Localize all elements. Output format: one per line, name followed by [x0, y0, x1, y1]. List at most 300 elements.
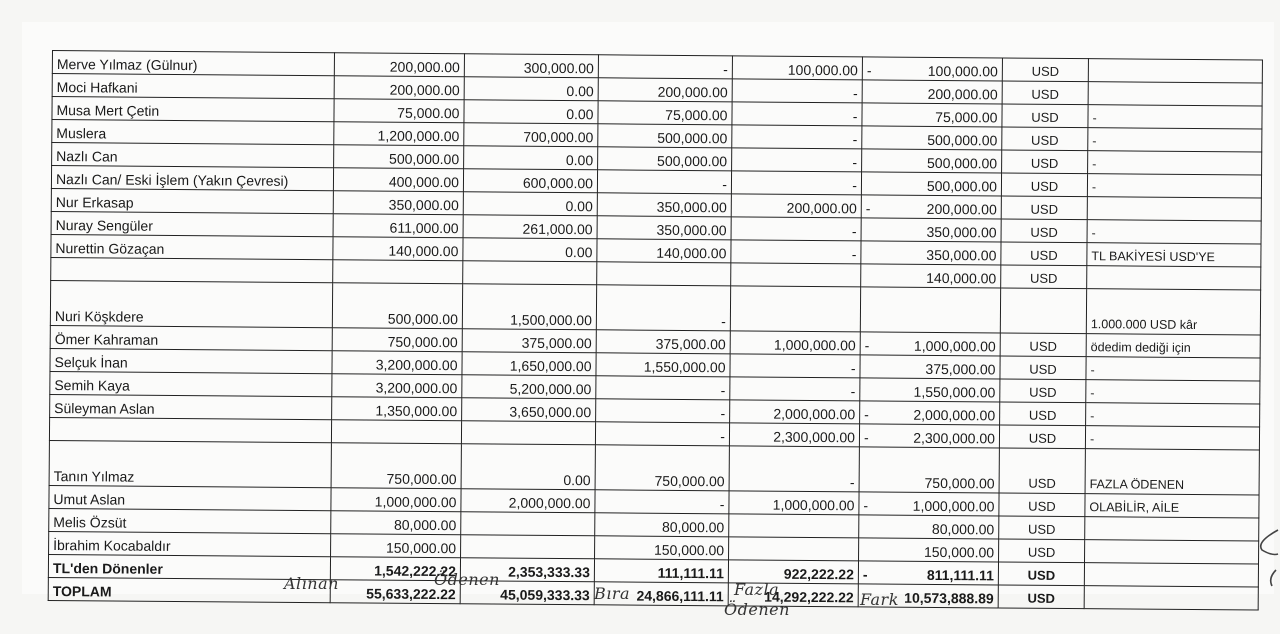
fark-cell-text: 100,000.00: [927, 62, 998, 80]
name-cell: [50, 348, 332, 373]
name-cell-text: Umut Aslan: [53, 491, 126, 508]
odenen-cell: [461, 444, 595, 490]
fazla-cell: [732, 148, 862, 172]
note-cell: [1087, 220, 1261, 244]
dash-marker: -: [862, 566, 868, 583]
odenen-cell: [461, 535, 595, 559]
alinan-cell-text: 1,542,222.22: [374, 562, 456, 580]
note-cell-text: -: [1090, 386, 1095, 401]
note-cell-text: -: [1092, 157, 1097, 172]
fazla-cell: [730, 377, 860, 401]
currency-cell-text: USD: [1028, 430, 1057, 446]
fazla-cell: [731, 194, 861, 218]
fark-cell: [862, 80, 1002, 104]
odenen-cell: [462, 375, 596, 399]
handwritten-label-odenen: Ödenen: [434, 570, 500, 589]
fark-cell-text: 811,111.11: [926, 566, 994, 584]
odenen-cell-text: 0.00: [565, 152, 594, 169]
note-cell-text: -: [1090, 363, 1095, 378]
currency-cell: [999, 448, 1085, 494]
note-cell: [1085, 517, 1259, 541]
odenen-cell-text: 0.00: [566, 106, 594, 123]
currency-cell-text: USD: [1030, 247, 1058, 263]
currency-cell-text: USD: [1029, 270, 1058, 286]
fark-cell: [859, 515, 999, 539]
bira-cell: [598, 147, 732, 171]
bira-cell-text: 500,000.00: [657, 129, 728, 147]
odenen-cell-text: 3,650,000.00: [509, 403, 592, 421]
currency-cell-text: USD: [1027, 590, 1056, 606]
fazla-cell: [732, 56, 862, 80]
name-cell-text: Nazlı Can/ Eski İşlem (Yakın Çevresi): [55, 171, 289, 189]
name-cell: [51, 257, 333, 282]
fark-cell: [859, 447, 999, 493]
fark-cell-text: 1,000,000.00: [913, 337, 996, 355]
note-cell: [1085, 494, 1259, 518]
currency-cell-text: USD: [1027, 567, 1056, 583]
fazla-cell-text: 922,222.22: [783, 565, 854, 583]
note-cell-text: 1.000.000 USD kâr: [1090, 317, 1198, 333]
fark-cell: [859, 492, 999, 516]
note-cell: [1084, 563, 1258, 587]
alinan-cell-text: 140,000.00: [388, 242, 459, 260]
odenen-cell-text: 45,059,333.33: [500, 586, 590, 604]
fazla-cell-text: 1,000,000.00: [772, 496, 855, 514]
currency-cell: [1002, 104, 1088, 128]
name-cell-text: Melis Özsüt: [53, 514, 127, 531]
odenen-cell-text: 375,000.00: [521, 334, 592, 352]
bira-cell: [598, 78, 732, 102]
note-cell-text: -: [1092, 134, 1097, 149]
odenen-cell: [462, 284, 596, 330]
fazla-cell: [731, 217, 861, 241]
bira-cell-text: 200,000.00: [657, 83, 728, 101]
bira-cell-text: -: [721, 313, 726, 330]
bira-cell: [596, 376, 730, 400]
handwritten-label-fark: Fark: [860, 590, 899, 609]
bira-cell-text: 350,000.00: [656, 221, 727, 239]
fazla-cell-text: -: [849, 474, 855, 491]
name-cell-text: TL'den Dönenler: [52, 560, 163, 577]
bira-cell-text: 375,000.00: [655, 335, 726, 353]
alinan-cell-text: 3,200,000.00: [375, 379, 458, 397]
name-cell: [50, 371, 332, 396]
alinan-cell-text: 75,000.00: [397, 104, 460, 122]
bira-cell-text: 1,550,000.00: [643, 358, 726, 376]
name-cell-text: Nazlı Can: [56, 148, 118, 165]
bira-cell-text: 75,000.00: [665, 106, 728, 124]
currency-cell-text: USD: [1030, 178, 1059, 194]
fazla-cell: [732, 102, 862, 126]
bira-cell: [596, 330, 730, 354]
name-cell-text: Ömer Kahraman: [54, 331, 159, 348]
alinan-cell: [332, 397, 462, 421]
currency-cell: [998, 585, 1084, 609]
bira-cell: [595, 513, 729, 537]
currency-cell: [1001, 173, 1087, 197]
fazla-cell-text: -: [851, 246, 857, 263]
odenen-cell: [462, 352, 596, 376]
currency-cell-text: USD: [1030, 201, 1059, 217]
name-cell-text: Tanın Yılmaz: [53, 468, 135, 485]
fazla-cell: [730, 400, 860, 424]
note-cell-text: -: [1091, 226, 1096, 241]
fark-cell: [859, 424, 999, 448]
currency-cell-text: USD: [1031, 109, 1059, 125]
name-cell-text: Selçuk İnan: [54, 354, 128, 371]
fark-cell-text: 2,000,000.00: [913, 406, 996, 424]
alinan-cell: [334, 145, 464, 169]
alinan-cell: [333, 237, 463, 261]
fazla-cell: [730, 331, 860, 355]
currency-cell: [1001, 265, 1087, 289]
fark-cell: [861, 195, 1001, 219]
currency-cell-text: USD: [1031, 132, 1059, 148]
name-cell: [52, 97, 334, 122]
bira-cell: [595, 422, 729, 446]
currency-cell: [1000, 402, 1086, 426]
name-cell: [52, 74, 334, 99]
bira-cell: [596, 399, 730, 423]
dash-marker: -: [864, 406, 869, 423]
fazla-cell-text: -: [852, 131, 858, 148]
bira-cell: [597, 262, 731, 286]
currency-cell: [1002, 150, 1088, 174]
bira-cell-text: 150,000.00: [653, 541, 725, 559]
odenen-cell-text: 0.00: [563, 472, 591, 489]
currency-cell: [1000, 333, 1086, 357]
name-cell-text: Muslera: [56, 125, 107, 142]
fark-cell-text: 500,000.00: [927, 131, 998, 149]
fazla-cell: [729, 537, 859, 561]
currency-cell: [1002, 127, 1088, 151]
name-cell-text: TOPLAM: [52, 583, 112, 600]
currency-cell-text: USD: [1030, 155, 1059, 171]
alinan-cell: [333, 214, 463, 238]
fark-cell: [862, 149, 1002, 173]
fark-cell: [861, 264, 1001, 288]
note-cell: [1088, 128, 1262, 152]
fazla-cell: [729, 423, 859, 447]
dash-marker: -: [864, 337, 870, 354]
fazla-cell-text: -: [850, 383, 856, 400]
alinan-cell: [331, 534, 461, 558]
fark-cell: [859, 538, 999, 562]
name-cell-text: Süleyman Aslan: [54, 400, 155, 417]
currency-cell: [999, 425, 1085, 449]
odenen-cell-text: 300,000.00: [523, 59, 594, 77]
handwritten-label-bira: Bıra: [594, 584, 631, 603]
fazla-cell: [729, 491, 859, 515]
bira-cell-text: -: [720, 382, 726, 399]
alinan-cell-text: 350,000.00: [388, 196, 459, 214]
handwritten-label-alinan: Alınan: [284, 574, 339, 593]
currency-cell: [1002, 81, 1088, 105]
note-cell: [1086, 357, 1260, 381]
alinan-cell-text: 1,350,000.00: [375, 402, 458, 420]
alinan-cell-text: 500,000.00: [387, 310, 458, 328]
bira-cell: [595, 536, 729, 560]
fark-cell-text: 150,000.00: [923, 543, 995, 561]
fazla-cell-text: -: [851, 223, 857, 240]
currency-cell: [999, 493, 1085, 517]
fazla-cell-text: 200,000.00: [786, 199, 857, 217]
bira-cell: [597, 216, 731, 240]
odenen-cell-text: 1,500,000.00: [510, 311, 592, 329]
fark-cell-text: 200,000.00: [927, 85, 998, 103]
fazla-cell-text: 100,000.00: [787, 61, 858, 79]
odenen-cell-text: 0.00: [565, 244, 593, 261]
odenen-cell-text: 2,000,000.00: [508, 494, 591, 512]
fazla-cell: [732, 79, 862, 103]
name-cell: [51, 211, 333, 236]
bira-cell: [597, 170, 731, 194]
note-cell: [1085, 426, 1259, 450]
ledger-body: [48, 51, 1262, 610]
odenen-cell: [461, 489, 595, 513]
odenen-cell: [463, 215, 597, 239]
currency-cell-text: USD: [1031, 63, 1060, 79]
fazla-cell-text: -: [852, 154, 858, 171]
fazla-cell-text: 1,000,000.00: [773, 336, 856, 354]
odenen-cell-text: 5,200,000.00: [509, 380, 592, 398]
alinan-cell-text: 150,000.00: [385, 539, 457, 557]
dash-marker: -: [866, 62, 872, 79]
odenen-cell-text: 261,000.00: [522, 220, 593, 238]
odenen-cell: [464, 123, 598, 147]
currency-cell: [1000, 288, 1086, 334]
currency-cell-text: USD: [1027, 521, 1056, 537]
note-cell: [1085, 449, 1259, 495]
fazla-cell-text: -: [852, 85, 858, 102]
odenen-cell: [464, 146, 598, 170]
note-cell-text: TL BAKİYESİ USD'YE: [1091, 249, 1215, 265]
name-cell: [50, 280, 332, 327]
handwritten-label-fazla: Fazla: [734, 580, 780, 599]
fazla-cell-text: 14,292,222.22: [764, 588, 854, 606]
bira-cell: [595, 490, 729, 514]
alinan-cell-text: 200,000.00: [389, 81, 460, 99]
fark-cell: [860, 287, 1000, 333]
name-cell: [50, 394, 332, 419]
odenen-cell: [463, 192, 597, 216]
alinan-cell: [331, 488, 461, 512]
name-cell-text: Nuri Köşkdere: [54, 308, 144, 325]
name-cell-text: Moci Hafkani: [56, 79, 138, 96]
fark-cell: [861, 218, 1001, 242]
currency-cell-text: USD: [1030, 224, 1058, 240]
fazla-cell-text: -: [850, 360, 856, 377]
currency-cell: [1000, 379, 1086, 403]
bira-cell: [596, 285, 730, 331]
note-cell-text: -: [1090, 409, 1095, 424]
alinan-cell: [333, 260, 463, 284]
fazla-cell: [729, 514, 859, 538]
fazla-cell: [729, 446, 859, 492]
alinan-cell-text: 200,000.00: [389, 58, 460, 76]
name-cell: [51, 166, 333, 191]
bira-cell-text: 111,111.11: [657, 564, 724, 582]
fark-cell: [862, 103, 1002, 127]
odenen-cell-text: 1,650,000.00: [509, 357, 592, 375]
dash-marker: -: [863, 497, 869, 514]
alinan-cell: [332, 374, 462, 398]
note-cell-text: -: [1089, 432, 1095, 447]
bira-cell-text: -: [722, 176, 728, 193]
name-cell-text: Nur Erkasap: [55, 194, 134, 211]
currency-cell-text: USD: [1029, 384, 1057, 400]
alinan-cell-text: 55,633,222.22: [366, 585, 456, 603]
name-cell: [51, 188, 333, 213]
fark-cell-text: 500,000.00: [926, 154, 998, 172]
bira-cell-text: 500,000.00: [657, 152, 728, 170]
fark-cell-text: 200,000.00: [926, 200, 997, 218]
fark-cell: [860, 332, 1000, 356]
bira-cell-text: 350,000.00: [656, 198, 727, 216]
fark-cell-text: 140,000.00: [926, 269, 997, 287]
fazla-cell-text: 2,300,000.00: [773, 428, 856, 446]
bira-cell: [595, 445, 729, 491]
currency-cell: [1001, 196, 1087, 220]
fark-cell: [862, 57, 1002, 81]
fark-cell: [860, 401, 1000, 425]
bira-cell: [594, 559, 728, 583]
bira-cell: [597, 193, 731, 217]
odenen-cell-text: 0.00: [565, 198, 593, 215]
alinan-cell-text: 500,000.00: [389, 150, 460, 168]
fazla-cell: [732, 125, 862, 149]
bira-cell: [596, 353, 730, 377]
fark-cell: [860, 355, 1000, 379]
dash-marker: -: [865, 200, 871, 217]
bira-cell-text: -: [723, 61, 728, 78]
currency-cell-text: USD: [1027, 544, 1056, 560]
odenen-cell: [462, 329, 596, 353]
alinan-cell-text: 1,200,000.00: [377, 127, 460, 145]
note-cell: [1087, 243, 1261, 267]
note-cell: [1087, 174, 1261, 198]
alinan-cell: [334, 122, 464, 146]
alinan-cell: [331, 511, 461, 535]
alinan-cell: [332, 283, 462, 329]
note-cell: [1085, 540, 1259, 564]
odenen-cell-text: 2,353,333.33: [508, 563, 590, 581]
name-cell: [49, 485, 331, 510]
fark-cell-text: 75,000.00: [935, 108, 998, 126]
currency-cell: [1001, 242, 1087, 266]
fazla-cell: [730, 286, 860, 332]
name-cell-text: Musa Mert Çetin: [56, 102, 160, 119]
bira-cell: [598, 101, 732, 125]
name-cell: [52, 51, 334, 76]
ledger-table: [48, 50, 1263, 610]
fark-cell-text: 500,000.00: [926, 177, 998, 195]
alinan-cell-text: 3,200,000.00: [375, 356, 458, 374]
fark-cell: [861, 172, 1001, 196]
fazla-cell-text: 2,000,000.00: [773, 405, 856, 423]
fark-cell-text: 80,000.00: [931, 520, 995, 538]
note-cell-text: OLABİLİR, AİLE: [1089, 500, 1180, 515]
currency-cell: [1000, 356, 1086, 380]
bira-cell: [598, 124, 732, 148]
fark-cell: [862, 126, 1002, 150]
name-cell: [49, 440, 331, 487]
bira-cell-text: 750,000.00: [654, 472, 725, 490]
note-cell: [1086, 334, 1260, 358]
note-cell-text: FAZLA ÖDENEN: [1089, 477, 1185, 492]
odenen-cell: [464, 77, 598, 101]
note-cell: [1088, 59, 1262, 83]
fark-cell: [860, 378, 1000, 402]
bira-cell-text: 80,000.00: [661, 518, 725, 536]
note-cell: [1088, 82, 1262, 106]
fazla-cell-text: -: [852, 177, 858, 194]
handwritten-label-fazla-odenen: Ödenen: [724, 600, 790, 619]
fark-cell-text: 1,550,000.00: [913, 383, 996, 401]
bira-cell-text: 24,866,111.11: [636, 587, 724, 605]
currency-cell-text: USD: [1029, 338, 1057, 354]
fazla-cell: [730, 354, 860, 378]
fark-cell-text: 10,573,888.89: [904, 589, 994, 607]
scanned-sheet: [22, 22, 1274, 619]
note-cell: [1086, 380, 1260, 404]
alinan-cell: [332, 328, 462, 352]
alinan-cell: [334, 53, 464, 77]
odenen-cell: [462, 398, 596, 422]
odenen-cell: [463, 261, 597, 285]
bira-cell-text: -: [719, 496, 725, 513]
fazla-cell: [731, 240, 861, 264]
name-cell-text: Merve Yılmaz (Gülnur): [56, 56, 198, 74]
bira-cell-text: -: [720, 405, 726, 422]
note-cell-text: -: [1092, 111, 1097, 126]
fark-cell-text: 2,300,000.00: [913, 429, 996, 447]
fark-cell-text: 375,000.00: [925, 360, 996, 378]
fark-cell: [858, 561, 998, 585]
odenen-cell: [463, 169, 597, 193]
alinan-cell: [334, 76, 464, 100]
note-cell-text: ödedim dediği için: [1090, 340, 1191, 355]
alinan-cell: [333, 191, 463, 215]
currency-cell: [999, 539, 1085, 563]
name-cell-text: Semih Kaya: [54, 377, 130, 394]
fark-cell-text: 350,000.00: [926, 223, 997, 241]
bira-cell: [597, 239, 731, 263]
name-cell-text: Nuray Sengüler: [55, 217, 153, 234]
name-cell: [52, 143, 334, 168]
note-cell: [1088, 151, 1262, 175]
currency-cell: [999, 516, 1085, 540]
dash-marker: -: [863, 429, 869, 446]
alinan-cell-text: 750,000.00: [387, 333, 458, 351]
name-cell-text: İbrahim Kocabaldır: [53, 537, 171, 554]
note-cell: [1084, 586, 1258, 610]
fazla-cell: [731, 263, 861, 287]
currency-cell-text: USD: [1028, 407, 1057, 423]
alinan-cell: [333, 168, 463, 192]
name-cell: [49, 531, 331, 556]
odenen-cell-text: 0.00: [566, 83, 594, 100]
name-cell: [51, 234, 333, 259]
note-cell: [1086, 289, 1260, 335]
alinan-cell-text: 80,000.00: [393, 516, 457, 534]
alinan-cell-text: 400,000.00: [388, 173, 460, 191]
alinan-cell: [334, 99, 464, 123]
odenen-cell: [463, 238, 597, 262]
odenen-cell: [464, 100, 598, 124]
name-cell: [49, 417, 331, 442]
fark-cell-text: 350,000.00: [926, 246, 997, 264]
